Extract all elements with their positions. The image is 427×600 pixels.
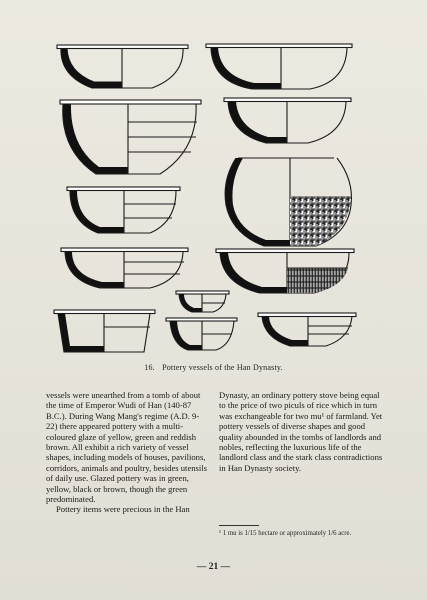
- left-paragraph-1: vessels were unearthed from a tomb of about the time of Emperor Wudi of Han (140-87 B.C.). During Wang Mang's regime (A.D. 9-22) there appeared pottery with a multi-coloured glaze of yellow, green and reddish brown. All exhibit a rich variety of vessel shapes, including models of houses, pavilions, corridors, animals and poultry, besides utensils of daily use. Glazed pottery was in green, yellow, black or brown, though the green predominated.: [46, 390, 208, 505]
- vessel-4: [224, 98, 351, 143]
- page-number: — 21 —: [196, 562, 231, 572]
- vessel-12: [258, 313, 356, 346]
- vessel-2: [206, 44, 352, 89]
- vessel-11: [166, 318, 237, 350]
- left-column: [46, 390, 208, 515]
- footnote: ¹ 1 mu is 1/15 hectare or approximately 1/6 acre.: [219, 530, 352, 537]
- vessel-1: [57, 45, 188, 88]
- figure-caption-text: Pottery vessels of the Han Dynasty.: [162, 363, 283, 372]
- left-paragraph-2: Pottery items were precious in the Han: [56, 504, 190, 515]
- figure-caption: [0, 363, 427, 372]
- figure-number: 16.: [144, 363, 155, 372]
- vessel-9: [176, 291, 229, 312]
- vessel-3: [60, 100, 201, 174]
- vessel-7: [61, 248, 188, 288]
- right-column: [219, 390, 385, 473]
- vessel-10: [54, 310, 155, 352]
- right-paragraph: Dynasty, an ordinary pottery stove being equal to the price of two piculs of rice which in turn was exchangeable for two mu¹ of farmland. Yet pottery vessels of diverse shapes and good quality abounded in the tombs of landlords and nobles, reflecting the luxurious life of the landlord class and the stark class contradictions in Han Dynasty society.: [219, 390, 383, 473]
- footnote-rule: [219, 525, 259, 526]
- vessel-6: [225, 158, 351, 246]
- vessel-8: [216, 249, 354, 293]
- vessel-5: [67, 187, 180, 233]
